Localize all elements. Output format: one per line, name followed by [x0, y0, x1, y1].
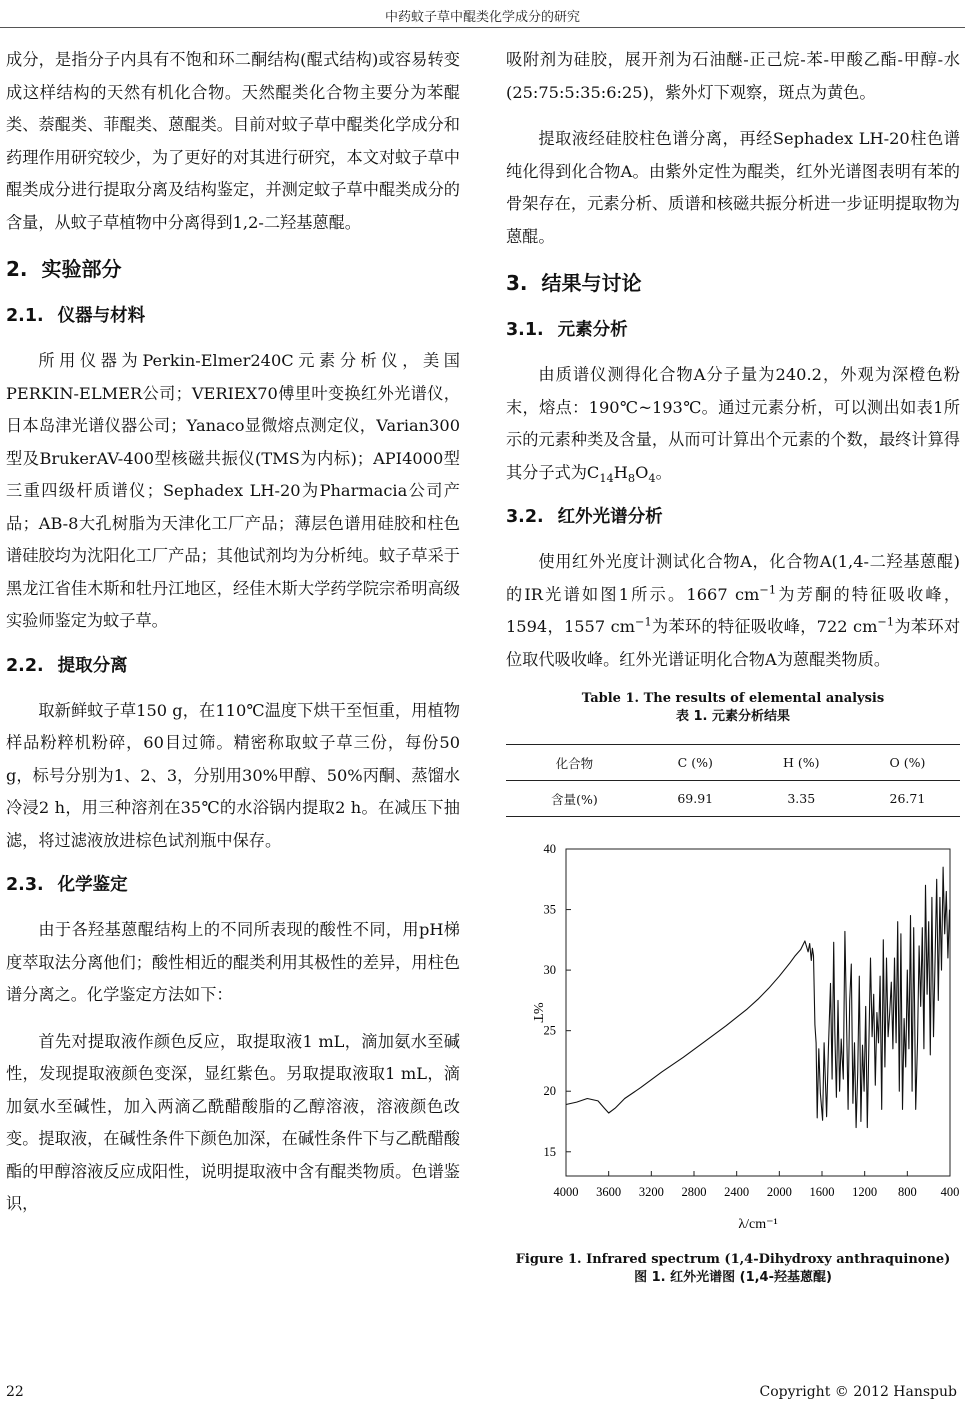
y-tick-label: 35: [543, 902, 556, 917]
page-number: 22: [6, 1384, 24, 1400]
section-title: 实验部分: [41, 257, 122, 281]
x-tick-label: 3200: [638, 1185, 664, 1199]
x-tick-label: 2800: [681, 1185, 707, 1199]
ir-spectrum-chart: [506, 831, 960, 1251]
extraction-paragraph: 取新鲜蚊子草150 g，在110℃温度下烘干至恒重，用植物样品粉粹机粉碎，60目过筛。精密称取蚊子草三份，每份50 g，标号分别为1、2、3，分别用30%甲醇、50%丙酮、蒸馏水冷浸2 h，用三种溶剂在35℃的水浴锅内提取2 h。在减压下抽滤，将过滤液放进棕色试剂瓶中保存。: [6, 700, 460, 850]
section-3-1-heading: [506, 316, 960, 341]
right-column: [506, 44, 960, 1287]
x-axis-label: λ/cm⁻¹: [738, 1217, 778, 1232]
intro-paragraph: 成分，是指分子内具有不饱和环二酮结构(醌式结构)或容易转变成这样结构的天然有机化合物。天然醌类化合物主要分为苯醌类、萘醌类、菲醌类、蒽醌类。目前对蚊子草中醌类化学成分和药理作用研究较少，为了更好的对其进行研究，本文对蚊子草中醌类成分进行提取分离及结构鉴定，并测定蚊子草中醌类成分的含量，从蚊子草植物中分离得到1,2-二羟基蒽醌。: [6, 50, 460, 232]
table-header-row: [506, 745, 960, 781]
left-column: [6, 44, 460, 1235]
section-2-2-heading: [6, 652, 460, 677]
section-title: 仪器与材料: [57, 306, 146, 326]
x-tick-label: 400: [940, 1185, 960, 1199]
section-title: 提取分离: [57, 655, 128, 676]
section-2-3-heading: [6, 871, 460, 896]
table-caption-en: Table 1. The results of elemental analysis: [581, 691, 885, 706]
identification-paragraph-2: 首先对提取液作颜色反应，取提取液1 mL，滴加氨水至碱性，发现提取液颜色变深，显红紫色。另取提取液取1 mL，滴加氨水至碱性，加入两滴乙酰醋酸脂的乙醇溶液，溶液颜色改变。提取液，在碱性条件下颜色加深，在碱性条件下与乙酰醋酸酯的甲醇溶液反应成阳性，说明提取液中含有醌类物质。色谱鉴识，: [6, 1031, 460, 1213]
ir-analysis-paragraph: 使用红外光度计测试化合物A，化合物A(1,4-二羟基蒽醌)的IR光谱如图1所示。1667 $cm^{-1}$为芳酮的特征吸收峰，1594，1557 $cm^{-1}$为苯环的特征吸收峰，722 $cm^{-1}$为苯环对位取代吸收峰。红外光谱证明化合物A为蒽醌类物质。: [506, 552, 961, 669]
chromatography-paragraph: 吸附剂为硅胶，展开剂为石油醚-正己烷-苯-甲酸乙酯-甲醇-水(25:75:5:35:6:25)，紫外灯下观察，斑点为黄色。: [506, 50, 960, 102]
section-number: 2.3.: [6, 875, 44, 895]
section-number: 3.: [506, 271, 528, 295]
section-title: 红外光谱分析: [557, 507, 663, 527]
section-2-heading: [6, 253, 460, 282]
section-3-2-heading: [506, 503, 960, 528]
x-tick-label: 1200: [852, 1185, 878, 1199]
section-number: 2.2.: [6, 655, 44, 676]
ir-spectrum-figure: [506, 831, 960, 1251]
identification-paragraph-1: 由于各羟基蒽醌结构上的不同所表现的酸性不同，用pH梯度萃取法分离他们；酸性相近的醌类利用其极性的差异，用柱色谱分离之。化学鉴定方法如下：: [6, 920, 460, 1004]
x-tick-label: 2000: [766, 1185, 792, 1199]
copyright-notice: Copyright © 2012 Hanspub: [759, 1384, 957, 1400]
section-number: 3.1.: [506, 320, 544, 340]
table-header-cell: O (%): [889, 755, 926, 770]
table-1-caption: [506, 690, 960, 726]
section-3-heading: [506, 267, 960, 296]
table-cell: 69.91: [677, 791, 714, 806]
table-header-cell: H (%): [783, 755, 820, 770]
y-tick-label: 30: [543, 963, 556, 978]
x-tick-label: 2400: [724, 1185, 750, 1199]
table-cell: 26.71: [889, 791, 926, 806]
running-header: 中药蚊子草中醌类化学成分的研究: [384, 10, 580, 25]
figure-1-caption: [506, 1251, 960, 1287]
section-2-1-heading: [6, 302, 460, 327]
section-number: 2.1.: [6, 306, 44, 326]
y-tick-label: 15: [543, 1144, 556, 1159]
table-cell: 含量(%): [551, 791, 598, 807]
table-cell: 3.35: [787, 791, 816, 806]
section-number: 3.2.: [506, 507, 544, 527]
table-header-cell: 化合物: [555, 755, 594, 771]
spectrum-line: [566, 867, 950, 1127]
figure-caption-cn: 图 1. 红外光谱图 (1,4-羟基蒽醌): [634, 1270, 832, 1285]
figure-caption-en: Figure 1. Infrared spectrum (1,4-Dihydroxy anthraquinone): [515, 1252, 951, 1267]
section-title: 元素分析: [557, 320, 628, 340]
x-tick-label: 3600: [596, 1185, 622, 1199]
x-tick-label: 1600: [809, 1185, 835, 1199]
x-tick-label: 4000: [553, 1185, 579, 1199]
table-caption-cn: 表 1. 元素分析结果: [675, 709, 791, 724]
section-number: 2.: [6, 257, 28, 281]
section-title: 化学鉴定: [57, 875, 128, 895]
x-tick-label: 800: [897, 1185, 917, 1199]
table-row: [506, 781, 960, 817]
purification-paragraph: 提取液经硅胶柱色谱分离，再经Sephadex LH-20柱色谱纯化得到化合物A。由紫外定性为醌类，红外光谱图表明有苯的骨架存在，元素分析、质谱和核磁共振分析进一步证明提取物为蒽醌。: [506, 129, 960, 246]
instruments-paragraph: 所用仪器为Perkin-Elmer240C元素分析仪，美国PERKIN-ELMER公司；VERIEX70傅里叶变换红外光谱仪，日本岛津光谱仪器公司；Yanaco显微熔点测定仪，Varian300型及BrukerAV-400型核磁共振仪(TMS为内标)；API4000型三重四级杆质谱仪；Sephadex LH-20为Pharmacia公司产品；AB-8大孔树脂为天津化工厂产品；薄层色谱用硅胶和柱色谱硅胶均为沈阳化工厂产品；其他试剂均为分析纯。蚊子草采于黑龙江省佳木斯和牡丹江地区，经佳木斯大学药学院宗希明高级实验师鉴定为蚊子草。: [6, 351, 460, 630]
y-tick-label: 25: [543, 1023, 556, 1038]
y-tick-label: 20: [543, 1084, 556, 1099]
table-header-cell: C (%): [677, 755, 713, 770]
header-rule: [0, 27, 965, 28]
section-title: 结果与讨论: [541, 271, 642, 295]
elemental-analysis-paragraph: 由质谱仪测得化合物A分子量为240.2，外观为深橙色粉末，熔点：190℃~193℃。通过元素分析，可以测出如表1所示的元素种类及含量，从而可计算出个元素的个数，最终计算得其分子式为$C_{14}H_8O_4$。: [506, 365, 960, 485]
y-axis-label: %T: [530, 1002, 545, 1023]
elemental-analysis-table: [506, 744, 960, 817]
y-tick-label: 40: [543, 842, 556, 856]
